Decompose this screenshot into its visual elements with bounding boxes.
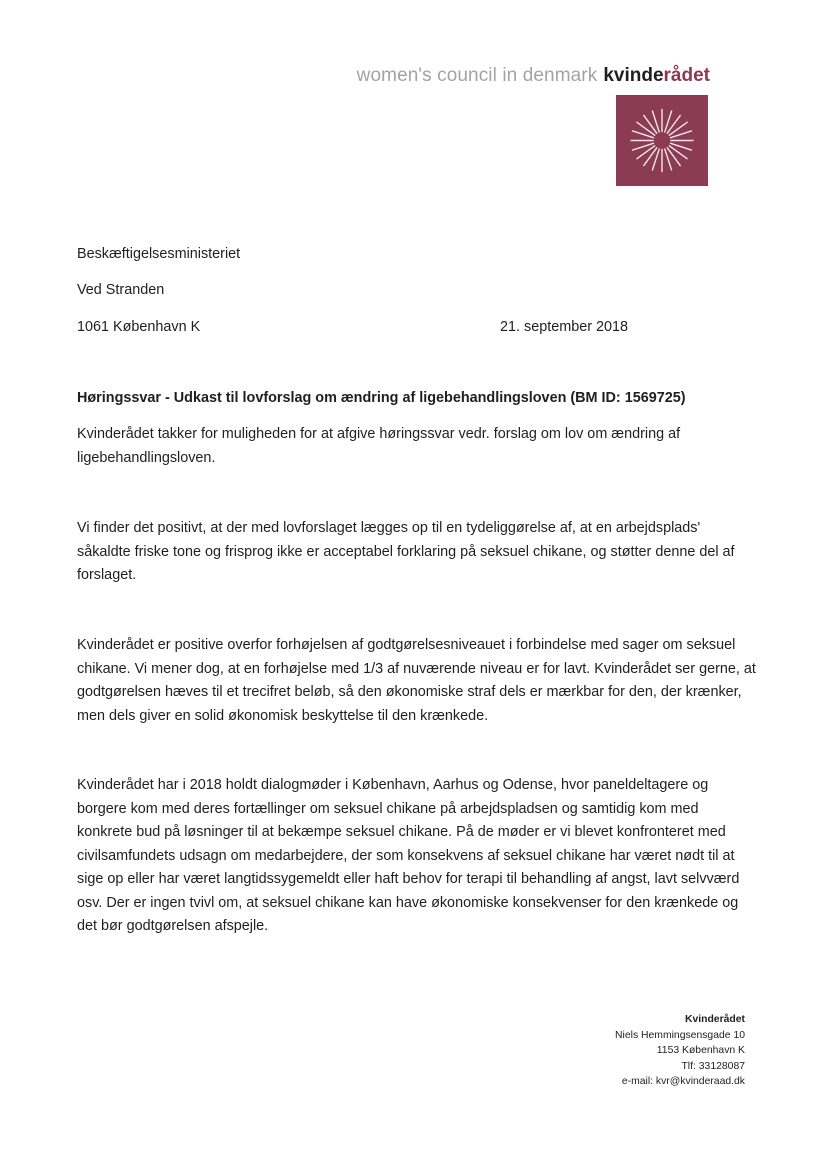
footer-org: Kvinderådet: [684, 1014, 745, 1025]
footer-email: e-mail: kvr@kvinderaad.dk: [621, 1076, 745, 1087]
letter-date: 21. september 2018: [500, 319, 629, 335]
letterhead-brand: [357, 64, 710, 88]
body-paragraph-3: Kvinderådet er positive overfor forhøjelsen af godtgørelsesniveauet i forbindelse med sager om seksuel chikane. Vi mener dog, at en forhøjelse med 1/3 af nuværende niveau er for lavt. Kvinderådet ser gerne, at godtgørelsen hæves til et trecifret beløb, så den økonomiske straf dels er mærkbar for den, der krænker, men dels giver en solid økonomisk beskyttelse til den krænkede.: [77, 637, 756, 724]
body-paragraph-2: Vi finder det positivt, at der med lovforslaget lægges op til en tydeliggørelse af, at en arbejdsplads' såkaldte friske tone og frisprog ikke er acceptabel forklaring på seksuel chikane, og støtter denne del af forslaget.: [77, 520, 735, 583]
footer-street: Niels Hemmingsensgade 10: [615, 1029, 745, 1041]
body-paragraph-4: Kvinderådet har i 2018 holdt dialogmøder i København, Aarhus og Odense, hvor paneldeltagere og borgere kom med deres fortællinger om seksuel chikane på arbejdspladsen og samtidig kom med konkrete bud på løsninger til at bekæmpe seksuel chikane. På de møder er vi blevet konfronteret med civilsamfundets udsagn om medarbejdere, der som konsekvens af seksuel chikane har været nødt til at sige op eller har været langtidssygemeldt eller haft behov for terapi til behandling af angst, lavt selvværd osv. Der er ingen tvivl om, at seksuel chikane kan have økonomiske konsekvenser for den krænkede og det bør godtgørelsen afspejle.: [77, 777, 740, 934]
letterhead-tagline: women's council in denmark: [356, 65, 598, 86]
letter-subject: Høringssvar - Udkast til lovforslag om ændring af ligebehandlingsloven (BM ID: 1569725): [77, 390, 686, 406]
sender-footer: [615, 1012, 745, 1090]
letterhead-name-accent: rådet: [663, 65, 710, 86]
footer-city: 1153 København K: [656, 1045, 745, 1056]
sunburst-logo-icon: [616, 95, 708, 186]
recipient-name: Beskæftigelsesministeriet: [77, 246, 241, 262]
letterhead-name-bold: kvinde: [603, 65, 664, 86]
recipient-street: Ved Stranden: [77, 282, 165, 298]
footer-phone: Tlf: 33128087: [681, 1060, 745, 1072]
recipient-city: 1061 København K: [77, 319, 201, 335]
body-paragraph-1: Kvinderådet takker for muligheden for at afgive høringssvar vedr. forslag om lov om ændring af ligebehandlingsloven.: [77, 426, 681, 466]
